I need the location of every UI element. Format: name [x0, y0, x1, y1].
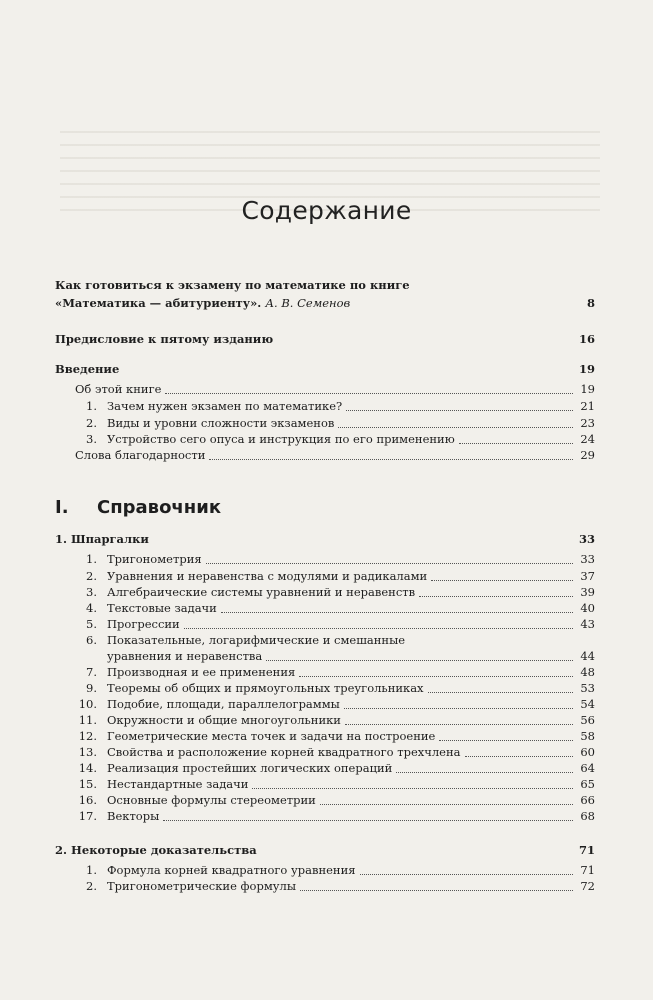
toc-page-number: 56	[580, 713, 595, 727]
toc-entry-preface[interactable]	[55, 332, 595, 347]
toc-entry-text: Виды и уровни сложности экзаменов	[107, 416, 335, 430]
toc-item-number: 10.	[78, 697, 97, 711]
toc-page-number: 58	[580, 729, 595, 743]
leader-dots	[345, 724, 573, 725]
toc-page-number: 60	[580, 745, 595, 759]
leader-dots	[299, 676, 573, 677]
toc-page-number: 48	[580, 665, 595, 679]
toc-entry-text: Тригонометрические формулы	[107, 879, 296, 893]
toc-entry[interactable]	[75, 777, 595, 792]
toc-entry-about-book[interactable]	[75, 382, 595, 397]
toc-item-number: 2.	[86, 569, 97, 583]
toc-page-number: 72	[580, 879, 595, 893]
toc-entry-text: 2. Некоторые доказательства	[55, 843, 257, 857]
toc-entry-text: Прогрессии	[107, 617, 180, 631]
toc-item-number: 3.	[86, 585, 97, 599]
toc-item-number: 2.	[86, 416, 97, 430]
leader-dots	[419, 596, 573, 597]
leader-dots	[320, 804, 573, 805]
toc-item-number: 6.	[86, 633, 97, 647]
toc-entry[interactable]	[75, 793, 595, 808]
toc-item-number: 1.	[86, 863, 97, 877]
toc-item-number: 1.	[86, 399, 97, 413]
toc-page-number: 66	[580, 793, 595, 807]
toc-item-number: 4.	[86, 601, 97, 615]
toc-entry-text: уравнения и неравенства	[107, 649, 263, 663]
toc-page-number: 44	[580, 649, 595, 663]
toc-entry-text: Алгебраические системы уравнений и неравенств	[107, 585, 416, 599]
toc-entry[interactable]	[75, 879, 595, 894]
toc-entry-intro-1[interactable]	[75, 399, 595, 414]
toc-item-number: 1.	[86, 552, 97, 566]
leader-dots	[396, 772, 573, 773]
toc-entry-text: «Математика — абитуриенту». А. В. Семенов	[55, 296, 351, 310]
toc-entry-text: Зачем нужен экзамен по математике?	[107, 399, 343, 413]
toc-entry[interactable]	[75, 552, 595, 567]
toc-entry[interactable]	[75, 863, 595, 878]
toc-page-number: 53	[580, 681, 595, 695]
toc-item-number: 14.	[78, 761, 97, 775]
toc-entry[interactable]	[75, 649, 595, 664]
toc-item-number: 3.	[86, 432, 97, 446]
toc-page-number: 19	[578, 362, 595, 376]
toc-entry-text: Подобие, площади, параллелограммы	[107, 697, 340, 711]
part-heading[interactable]	[55, 497, 221, 518]
toc-entry[interactable]	[75, 697, 595, 712]
leader-dots	[206, 563, 573, 564]
toc-entry[interactable]	[75, 585, 595, 600]
toc-item-number: 13.	[78, 745, 97, 759]
toc-page-number: 16	[578, 332, 595, 346]
toc-item-number: 2.	[86, 879, 97, 893]
toc-page-number: 39	[580, 585, 595, 599]
toc-page-number: 21	[580, 399, 595, 413]
toc-entry-text: Введение	[55, 362, 120, 376]
leader-dots	[431, 580, 573, 581]
leader-dots	[266, 660, 573, 661]
toc-entry[interactable]	[75, 665, 595, 680]
toc-entry-how-to-prepare[interactable]	[55, 296, 595, 311]
toc-page-number: 33	[580, 552, 595, 566]
toc-entry-text: Слова благодарности	[75, 448, 206, 462]
toc-page-number: 19	[580, 382, 595, 396]
toc-page-number: 29	[580, 448, 595, 462]
toc-page-number: 71	[580, 863, 595, 877]
toc-entry-text: Основные формулы стереометрии	[107, 793, 316, 807]
toc-entry-text: Предисловие к пятому изданию	[55, 332, 274, 346]
toc-item-number: 17.	[78, 809, 97, 823]
toc-entry[interactable]	[75, 617, 595, 632]
toc-page-number: 37	[580, 569, 595, 583]
toc-page-number: 64	[580, 761, 595, 775]
leader-dots	[184, 628, 573, 629]
toc-entry[interactable]	[75, 569, 595, 584]
toc-chapter-proofs[interactable]	[55, 843, 595, 858]
toc-page-number: 33	[578, 532, 595, 546]
toc-page-number: 43	[580, 617, 595, 631]
leader-dots	[465, 756, 573, 757]
leader-dots	[300, 890, 573, 891]
toc-page-number: 8	[586, 296, 595, 310]
toc-item-number: 11.	[78, 713, 97, 727]
leader-dots	[428, 692, 573, 693]
toc-entry-text: Уравнения и неравенства с модулями и радикалами	[107, 569, 428, 583]
toc-entry-introduction[interactable]	[55, 362, 595, 377]
toc-item-number: 5.	[86, 617, 97, 631]
part-title: Справочник	[97, 497, 222, 518]
toc-page-number: 40	[580, 601, 595, 615]
toc-entry-text: Геометрические места точек и задачи на построение	[107, 729, 436, 743]
page-title: Содержание	[241, 196, 412, 225]
toc-page-number: 65	[580, 777, 595, 791]
leader-dots	[439, 740, 573, 741]
toc-page-number: 68	[580, 809, 595, 823]
toc-entry-text: 1. Шпаргалки	[55, 532, 149, 546]
toc-entry-text: Текстовые задачи	[107, 601, 217, 615]
toc-entry-text: Свойства и расположение корней квадратного трехчлена	[107, 745, 461, 759]
toc-page-number: 54	[580, 697, 595, 711]
toc-entry[interactable]	[75, 761, 595, 776]
leader-dots	[252, 788, 573, 789]
part-number: I.	[55, 497, 69, 518]
toc-entry-text: Тригонометрия	[107, 552, 202, 566]
toc-entry-text: Об этой книге	[75, 382, 162, 396]
leader-dots	[344, 708, 573, 709]
toc-entry-line[interactable]	[75, 633, 595, 648]
toc-entry[interactable]	[75, 745, 595, 760]
toc-page-number: 24	[580, 432, 595, 446]
toc-entry-text: Производная и ее применения	[107, 665, 296, 679]
toc-entry-text: Реализация простейших логических операций	[107, 761, 393, 775]
toc-entry-how-to-prepare-line1[interactable]	[55, 278, 595, 293]
toc-item-number: 7.	[86, 665, 97, 679]
toc-entry-text: Теоремы об общих и прямоугольных треугольниках	[107, 681, 424, 695]
toc-item-number: 9.	[86, 681, 97, 695]
toc-entry-text: Нестандартные задачи	[107, 777, 249, 791]
toc-entry-intro-3[interactable]	[75, 432, 595, 447]
toc-item-number: 16.	[78, 793, 97, 807]
leader-dots	[360, 874, 573, 875]
toc-entry[interactable]	[75, 729, 595, 744]
toc-item-number: 15.	[78, 777, 97, 791]
toc-page-number: 23	[580, 416, 595, 430]
leader-dots	[163, 820, 573, 821]
toc-entry-text: Векторы	[107, 809, 160, 823]
toc-entry[interactable]	[75, 713, 595, 728]
toc-entry-acknowledgements[interactable]	[75, 448, 595, 463]
toc-entry-text: Устройство сего опуса и инструкция по его применению	[107, 432, 455, 446]
toc-entry-text: Формула корней квадратного уравнения	[107, 863, 356, 877]
toc-entry-text: Как готовиться к экзамену по математике по книге	[55, 278, 410, 292]
toc-chapter-cheatsheets[interactable]	[55, 532, 595, 547]
toc-entry[interactable]	[75, 601, 595, 616]
toc-entry[interactable]	[75, 681, 595, 696]
toc-entry-intro-2[interactable]	[75, 416, 595, 431]
toc-entry-text: Показательные, логарифмические и смешанные	[107, 633, 406, 647]
toc-entry[interactable]	[75, 809, 595, 824]
toc-page-number: 71	[578, 843, 595, 857]
leader-dots	[221, 612, 573, 613]
toc-item-number: 12.	[78, 729, 97, 743]
toc-entry-text: Окружности и общие многоугольники	[107, 713, 341, 727]
